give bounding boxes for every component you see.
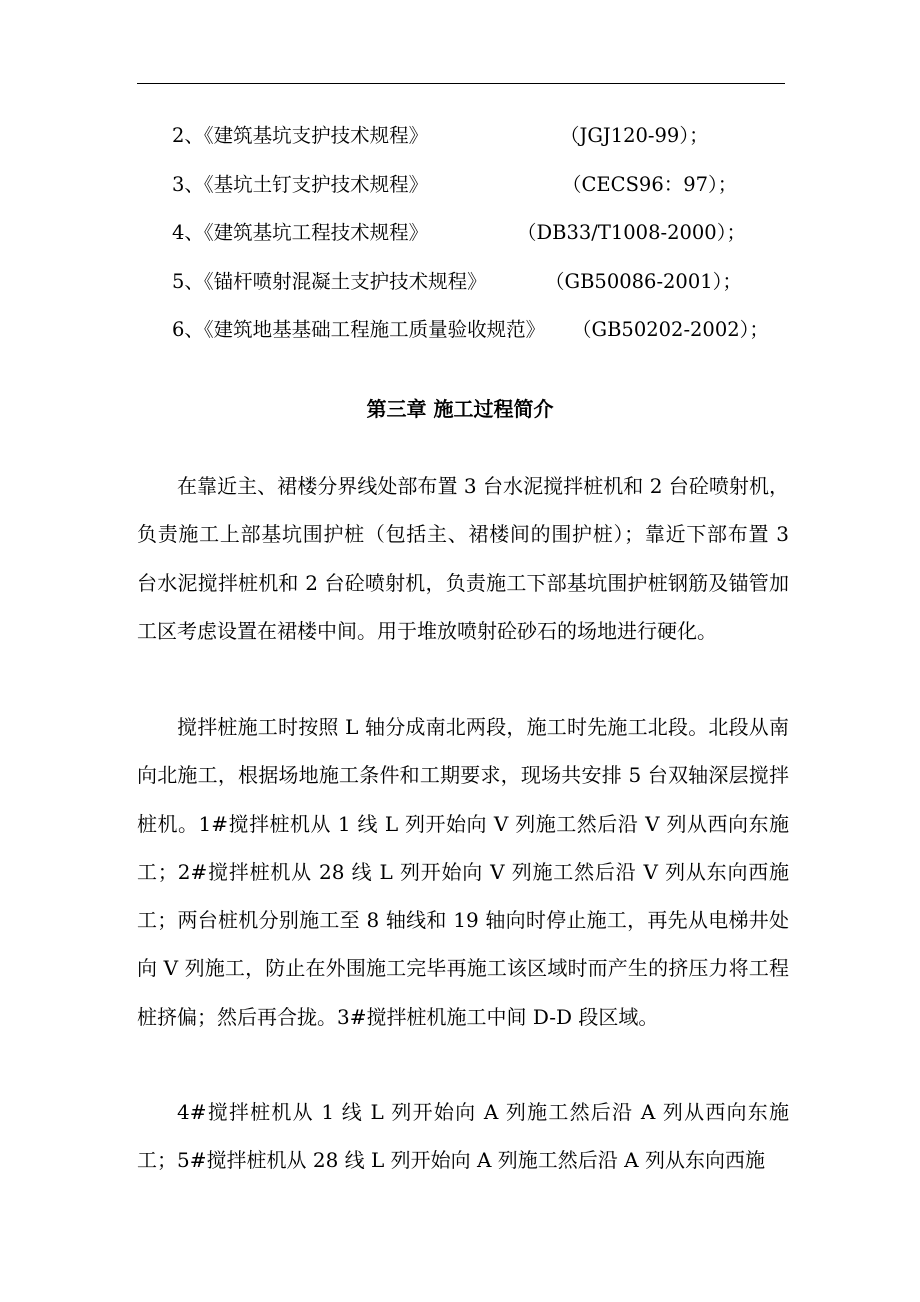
chapter-title: 第三章 施工过程简介 xyxy=(366,397,554,421)
reference-code: （CECS96：97）； xyxy=(562,173,738,196)
header-rule xyxy=(137,83,785,84)
reference-item-2 xyxy=(172,121,709,151)
reference-code: （JGJ120-99）； xyxy=(560,124,709,147)
reference-item-4 xyxy=(172,218,746,248)
reference-title: 5、《锚杆喷射混凝土支护技术规程》 xyxy=(172,270,487,293)
reference-item-3 xyxy=(172,170,738,200)
reference-code: （GB50086-2001）； xyxy=(545,270,742,293)
reference-title: 4、《建筑基坑工程技术规程》 xyxy=(172,221,429,244)
reference-title: 2、《建筑基坑支护技术规程》 xyxy=(172,124,429,147)
reference-item-5 xyxy=(172,267,742,297)
reference-code: （DB33/T1008-2000）； xyxy=(517,221,746,244)
paragraph-3: 4#搅拌桩机从 1 线 L 列开始向 A 列施工然后沿 A 列从西向东施工；5#搅拌桩机从 28 线 L 列开始向 A 列施工然后沿 A 列从东向西施 xyxy=(137,1100,789,1173)
reference-code: （GB50202-2002）； xyxy=(572,318,769,341)
reference-title: 3、《基坑土钉支护技术规程》 xyxy=(172,173,429,196)
reference-item-6 xyxy=(172,315,769,345)
paragraph-1: 在靠近主、裙楼分界线处部布置 3 台水泥搅拌桩机和 2 台砼喷射机，负责施工上部基坑围护桩（包括主、裙楼间的围护桩）；靠近下部布置 3 台水泥搅拌桩机和 2 台砼喷射机，负责施工下部基坑围护桩钢筋及锚管加工区考虑设置在裙楼中间。用于堆放喷射砼砂石的场地进行硬化。 xyxy=(137,474,789,643)
reference-title: 6、《建筑地基基础工程施工质量验收规范》 xyxy=(172,318,546,341)
paragraph-2: 搅拌桩施工时按照 L 轴分成南北两段，施工时先施工北段。北段从南向北施工，根据场地施工条件和工期要求，现场共安排 5 台双轴深层搅拌桩机。1#搅拌桩机从 1 线 L 列开始向 V 列施工然后沿 V 列从西向东施工；2#搅拌桩机从 28 线 L 列开始向 V 列施工然后沿 V 列从东向西施工；两台桩机分别施工至 8 轴线和 19 轴向时停止施工，再先从电梯井处向 V 列施工，防止在外围施工完毕再施工该区域时而产生的挤压力将工程桩挤偏；然后再合拢。3#搅拌桩机施工中间 D-D 段区域。 xyxy=(137,715,789,1029)
